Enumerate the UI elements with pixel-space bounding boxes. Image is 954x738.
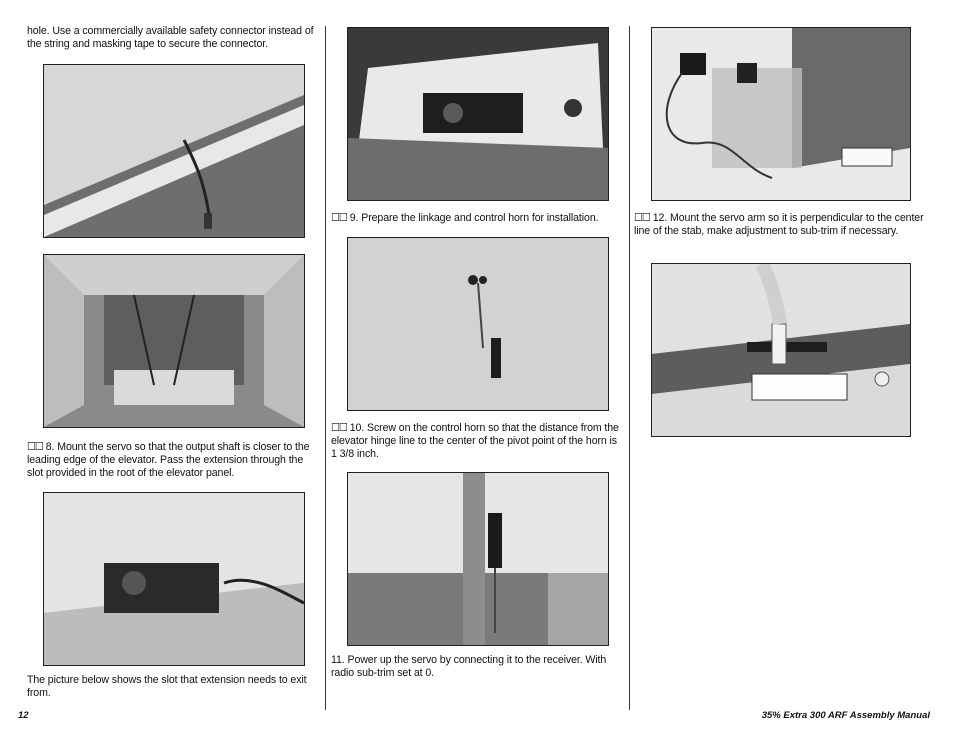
manual-title: 35% Extra 300 ARF Assembly Manual: [761, 710, 930, 721]
checkbox-pair-icon: ☐☐: [634, 211, 650, 224]
checkbox-pair-icon: ☐☐: [331, 211, 347, 224]
step-8-body: 8. Mount the servo so that the output shaft is closer to the leading edge of the elevator. Pass the extension through the slot provided in the root of the elevator panel.: [27, 441, 310, 479]
photo-fuselage-interior: [43, 254, 305, 428]
step-9-text: [331, 211, 625, 225]
photo-servo-in-slot: [347, 27, 609, 201]
checkbox-pair-icon: ☐☐: [27, 440, 43, 453]
step-12-body: 12. Mount the servo arm so it is perpendicular to the center line of the stab, make adjustment to sub-trim if necessary.: [634, 212, 924, 237]
photo-servo-arm-alignment: [651, 263, 911, 437]
step-10-text: [331, 421, 625, 461]
step-12-text: [634, 211, 924, 238]
slot-note: The picture below shows the slot that extension needs to exit from.: [27, 674, 307, 699]
step-11-text: 11. Power up the servo by connecting it to the receiver. With radio sub-trim set at 0.: [331, 654, 607, 679]
intro-paragraph: hole. Use a commercially available safety connector instead of the string and masking tape to secure the connector.: [27, 25, 314, 50]
photo-linkage-parts: [347, 237, 609, 411]
step-9-body: 9. Prepare the linkage and control horn for installation.: [349, 212, 599, 224]
photo-receiver-connection: [651, 27, 911, 201]
photo-ruler-measurement: [347, 472, 609, 646]
photo-servo-mounted: [43, 492, 305, 666]
column-divider-left: [325, 26, 326, 710]
photo-string-connector: [43, 64, 305, 238]
column-divider-right: [629, 26, 630, 710]
checkbox-pair-icon: ☐☐: [331, 421, 347, 434]
step-10-body: 10. Screw on the control horn so that the distance from the elevator hinge line to the center of the pivot point of the horn is 1 3/8 inch.: [331, 422, 619, 460]
page-number: 12: [18, 710, 29, 721]
step-8-text: [27, 440, 319, 480]
